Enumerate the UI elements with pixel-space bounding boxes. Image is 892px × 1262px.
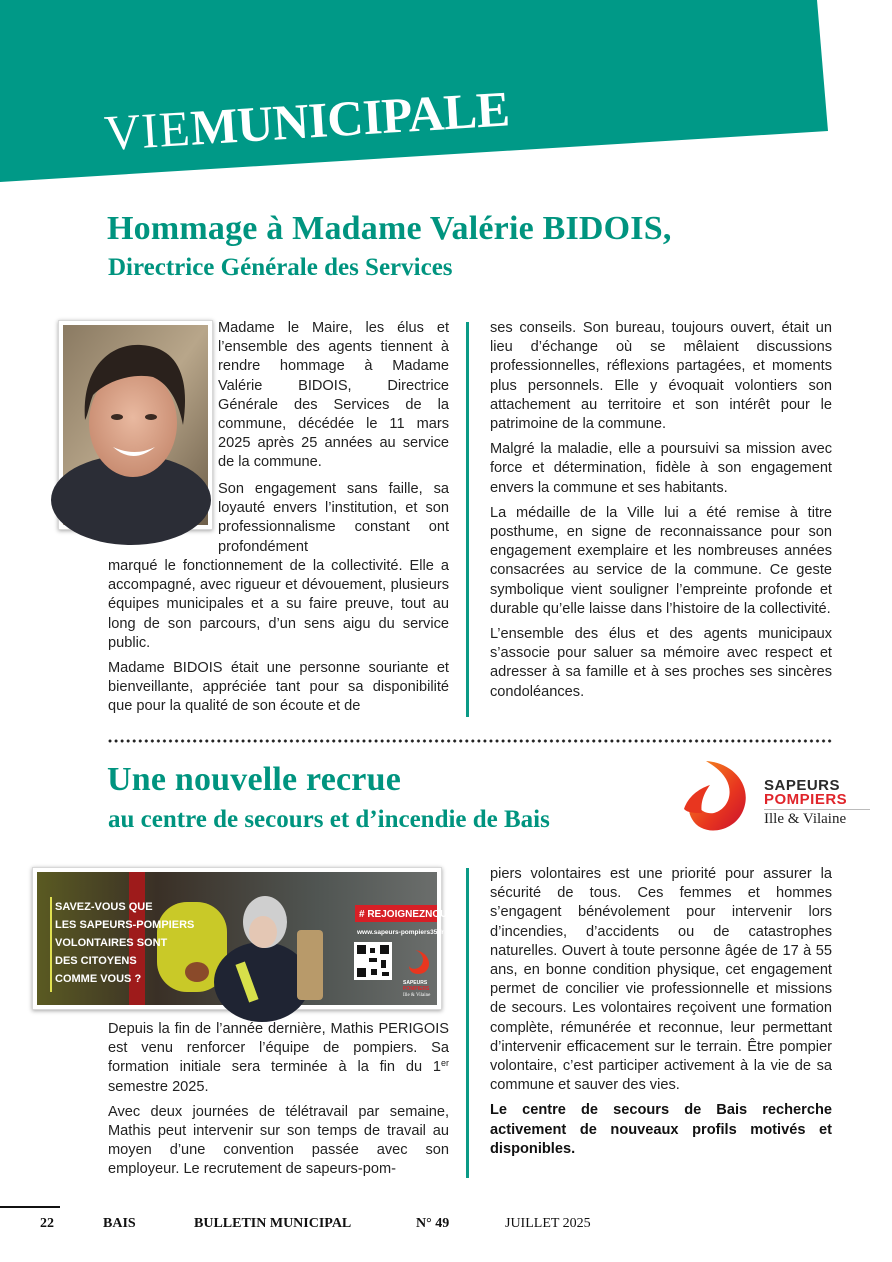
footer-issue: N° 49 bbox=[416, 1216, 450, 1231]
column-divider bbox=[466, 322, 469, 717]
poster-logo-line-2: POMPIERS bbox=[403, 986, 430, 992]
article1-paragraph-2-end: marqué le fonctionnement de la collectivité. Elle a accompagné, avec rigueur et dévouement, plusieurs équipes municipales et a su faire preuve, tout au long de son parcours, d’un sens aigu du service public. bbox=[108, 558, 449, 651]
article2-subtitle: au centre de secours et d’incendie de Bais bbox=[108, 806, 550, 833]
poster-headline-line-1: SAVEZ-VOUS QUE bbox=[55, 901, 153, 913]
article2-paragraph-1-tail: semestre 2025. bbox=[108, 1078, 209, 1095]
article1-paragraph-2-start: Son engagement sans faille, sa loyauté envers l’institution, et son professionnalisme constant ont profondément bbox=[218, 481, 449, 555]
article1-paragraph-7: L’ensemble des élus et des agents municipaux s’associe pour saluer sa mémoire avec respect et adresser à sa famille et à ses proches ses sincères condoléances. bbox=[490, 626, 832, 700]
article1-paragraph-4: ses conseils. Son bureau, toujours ouvert, était un lieu d’échange où se mêlaient discussions professionnelles, réflexions partagées, et moments plus personnels. Elle y évoquait volontiers son attachement au territoire et son intérêt pour le patrimoine de la commune. bbox=[490, 320, 832, 433]
article2-col1 bbox=[108, 1020, 449, 1186]
article1-col1-wrap bbox=[218, 480, 449, 556]
footer-rule bbox=[0, 1206, 60, 1208]
article1-col1-bottom bbox=[108, 557, 449, 723]
article2-col2 bbox=[490, 865, 832, 1165]
logo-divider bbox=[764, 809, 870, 810]
ordinal-superscript: er bbox=[440, 1058, 449, 1069]
poster-headline-line-3: VOLONTAIRES SONT bbox=[55, 937, 168, 949]
column-divider-2 bbox=[466, 868, 469, 1178]
portrait-photo bbox=[63, 325, 208, 525]
article1-title: Hommage à Madame Valérie BIDOIS, bbox=[107, 210, 672, 247]
article2-callout: Le centre de secours de Bais recherche activement de nouveaux profils motivés et disponibles. bbox=[490, 1102, 832, 1157]
footer-page-number: 22 bbox=[40, 1216, 54, 1231]
poster-headline-line-2: LES SAPEURS-POMPIERS bbox=[55, 919, 195, 931]
article2-paragraph-1 bbox=[108, 1020, 449, 1097]
qr-code-icon bbox=[354, 942, 392, 980]
logo-text bbox=[764, 779, 870, 827]
article1-paragraph-6: La médaille de la Ville lui a été remise à titre posthume, en signe de reconnaissance pour son engagement exemplaire et les nombreuses années consacrées au service de la commune. Ce geste symbolique vient souligner l’empreinte profonde et durable qu’elle laisse dans l’histoire de la collectivité. bbox=[490, 504, 832, 617]
logo-line-sapeurs: SAPEURS bbox=[764, 777, 841, 794]
recruitment-poster-frame bbox=[32, 867, 455, 1010]
logo-line-region: Ille & Vilaine bbox=[764, 811, 847, 827]
footer-publication: BULLETIN MUNICIPAL bbox=[194, 1216, 352, 1231]
footer-town: BAIS bbox=[103, 1216, 136, 1231]
article2-title: Une nouvelle recrue bbox=[107, 761, 401, 798]
portrait-photo-frame bbox=[58, 320, 213, 530]
article1-paragraph-5: Malgré la maladie, elle a poursuivi sa mission avec force et détermination, fidèle à son engagement envers la commune et ses habitants. bbox=[490, 441, 832, 496]
section-title-bold: MUNICIPALE bbox=[188, 80, 511, 156]
poster-logo-line-3: Ille & Vilaine bbox=[403, 993, 431, 998]
poster-logo-line-1: SAPEURS bbox=[403, 980, 428, 986]
article2-paragraph-2: Avec deux journées de télétravail par semaine, Mathis peut intervenir sur son temps de travail au moyen d’une convention passée avec son employeur. Le recrutement de sapeurs-pom- bbox=[108, 1103, 449, 1178]
footer-date: JUILLET 2025 bbox=[505, 1216, 591, 1231]
section-title-light: VIE bbox=[102, 99, 193, 161]
article2-paragraph-1-text: Depuis la fin de l’année dernière, Mathis PERIGOIS est venu renforcer l’équipe de pompiers. Sa formation initiale sera terminée à la fin du 1 bbox=[108, 1021, 449, 1076]
logo-line-pompiers: POMPIERS bbox=[764, 791, 848, 808]
poster-headline-line-5: COMME VOUS ? bbox=[55, 973, 142, 985]
article2-paragraph-3: piers volontaires est une priorité pour assurer la sécurité de tous. Ces femmes et hommes s’engagent bénévolement pour intervenir lors d’incendies, d’accidents ou de catastrophes naturelles. Ouvert à toute personne âgée de 17 à 55 ans, en bonne condition physique, cet engagement permet de concilier vie professionnelle et missions de secours. Les volontaires reçoivent une formation complète, rémunérée et reconnue, leur permettant d’intervenir efficacement sur le terrain. Être pompier volontaire, c’est participer activement à la vie de sa commune et sauver des vies. bbox=[490, 866, 832, 1094]
article1-paragraph-1: Madame le Maire, les élus et l’ensemble des agents tiennent à rendre hommage à Madame Valérie BIDOIS, Directrice Générale des Services de la commune, décédée le 11 mars 2025 après 25 années au service de la commune. bbox=[218, 320, 449, 471]
flame-icon bbox=[676, 757, 756, 837]
recruitment-poster bbox=[37, 872, 455, 1005]
poster-url: www.sapeurs-pompiers35.fr bbox=[357, 929, 444, 936]
poster-hashtag: # REJOIGNEZNOUS bbox=[359, 909, 455, 920]
article1-col1-top bbox=[218, 319, 449, 479]
article1-subtitle: Directrice Générale des Services bbox=[108, 254, 453, 281]
article1-paragraph-3: Madame BIDOIS était une personne souriante et bienveillante, appréciée tant pour sa disponibilité que pour la qualité de son écoute et de bbox=[108, 660, 449, 715]
poster-headline-line-4: DES CITOYENS bbox=[55, 955, 137, 967]
section-separator bbox=[107, 738, 832, 744]
article1-col2 bbox=[490, 319, 832, 708]
sapeurs-pompiers-logo bbox=[676, 757, 876, 837]
